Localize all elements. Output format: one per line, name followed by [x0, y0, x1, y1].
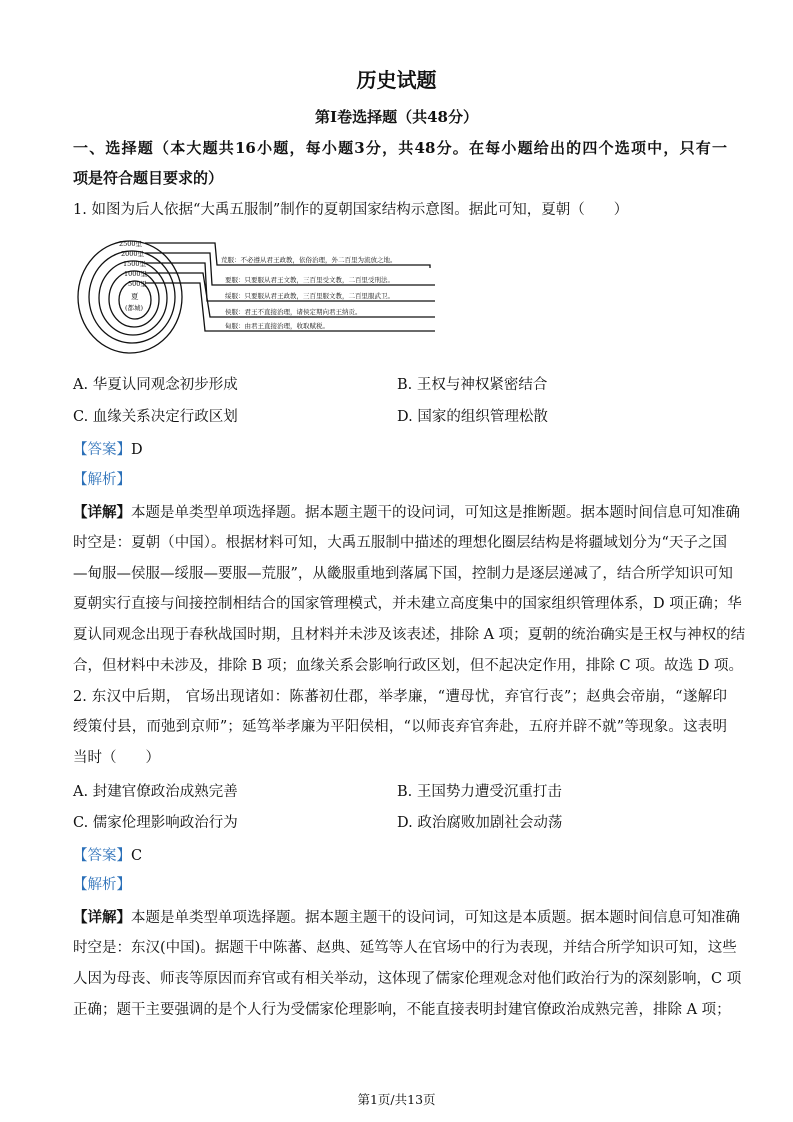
q2-option-c: C. 儒家伦理影响政治行为	[73, 815, 238, 831]
q2-analysis-tag	[73, 875, 727, 895]
zone-desc: 要服：只要服从君王文教，三百里受文教，二百里受刑法。	[225, 276, 394, 284]
q2-stem-line: 当时（ ）	[73, 750, 160, 766]
q2-stem-line: 2. 东汉中后期， 官场出现诸如：陈蕃初仕郡，举孝廉，“遭母忧，弃官行丧”；赵典会帝崩，“遂解印	[73, 689, 727, 705]
q2-answer	[73, 846, 727, 866]
ring-label: 1000里	[124, 270, 148, 278]
q2-detail-line	[73, 908, 740, 928]
q1-detail-line: 时空是：夏朝（中国）。根据材料可知，大禹五服制中描述的理想化圈层结构是将疆域划分为“天子之国	[73, 535, 727, 551]
q2-option-b: B. 王国势力遭受沉重打击	[397, 784, 562, 800]
q2-detail-line: 人因为母丧、师丧等原因而弃官或有相关举动，这体现了儒家伦理观念对他们政治行为的深刻影响，C 项	[73, 971, 742, 987]
q1-option-b: B. 王权与神权紧密结合	[397, 377, 548, 393]
center-label: 夏	[131, 292, 139, 301]
page-title: 历史试题	[356, 68, 437, 92]
zone-desc: 甸服：由君王直接治理，收取赋税。	[225, 322, 329, 330]
zone-desc: 荒服：不必遵从君王政教，依俗治理，外二百里为流放之地。	[221, 256, 397, 264]
q1-detail-line: 夏认同观念出现于春秋战国时期，且材料并未涉及该表述，排除 A 项；夏朝的统治确实是王权与神权的结	[73, 627, 746, 643]
q2-option-d: D. 政治腐败加剧社会动荡	[397, 815, 563, 831]
section-title: 第Ⅰ卷选择题（共48分）	[315, 108, 478, 126]
q1-detail-line: 合，但材料中未涉及，排除 B 项；血缘关系会影响行政区划，但不起决定作用，排除 C 项。故选 D 项。	[73, 658, 744, 674]
q1-option-d: D. 国家的组织管理松散	[397, 409, 548, 425]
answer-tag: 【答案】	[73, 848, 131, 864]
ring-label: 500里	[128, 280, 147, 288]
q2-option-a: A. 封建官僚政治成熟完善	[73, 784, 238, 800]
q1-stem: 1. 如图为后人依据“大禹五服制”制作的夏朝国家结构示意图。据此可知，夏朝（ ）	[73, 202, 629, 218]
q1-option-c: C. 血缘关系决定行政区划	[73, 409, 238, 425]
q1-detail-line: —甸服—侯服—绥服—要服—荒服”，从畿服重地到落属下国，控制力是逐层递减了，结合所学知识可知	[73, 566, 733, 582]
ring-label: 2500里	[119, 240, 143, 248]
center-sub-label: (都城)	[125, 304, 144, 312]
q1-detail-line: 夏朝实行直接与间接控制相结合的国家管理模式，并未建立高度集中的国家组织管理体系，D 项正确；华	[73, 596, 742, 612]
page-footer: 第1页/共13页	[357, 1092, 436, 1107]
detail-text: 本题是单类型单项选择题。据本题主题干的设问词，可知这是本质题。据本题时间信息可知准确	[131, 910, 740, 926]
ring-label: 1500里	[123, 260, 147, 268]
part-heading-line-2: 项是符合题目要求的）	[73, 169, 224, 187]
detail-text: 本题是单类型单项选择题。据本题主题干的设问词，可知这是推断题。据本题时间信息可知准确	[131, 505, 740, 521]
detail-tag: 【详解】	[73, 909, 131, 926]
zone-desc: 侯服：君王不直接治理，诸侯定期向君王纳贡。	[225, 308, 362, 316]
q1-detail-line	[73, 503, 740, 523]
q2-stem-line: 绶策付县，而弛到京师”；延笃举孝廉为平阳侯相，“以师丧弃官奔赴，五府并辟不就”等现象。这表明	[73, 719, 727, 735]
q1-option-a: A. 华夏认同观念初步形成	[73, 377, 238, 393]
q2-detail-line: 时空是：东汉(中国)。据题干中陈蕃、赵典、延笃等人在官场中的行为表现，并结合所学知识可知，这些	[73, 940, 737, 956]
answer-tag: 【答案】	[73, 442, 131, 458]
q1-analysis-tag	[73, 470, 727, 490]
five-zones-diagram	[75, 235, 440, 360]
q1-answer	[73, 440, 727, 460]
detail-tag: 【详解】	[73, 504, 131, 521]
zone-desc: 绥服：只要服从君王政教，三百里服文教，二百里服武卫。	[225, 292, 394, 300]
answer-value: D	[131, 442, 143, 458]
part-heading-line-1: 一、选择题（本大题共16小题，每小题3分，共48分。在每小题给出的四个选项中，只有一	[73, 139, 727, 157]
q2-detail-line: 正确；题干主要强调的是个人行为受儒家伦理影响，不能直接表明封建官僚政治成熟完善，排除 A 项；	[73, 1002, 731, 1018]
answer-value: C	[131, 848, 143, 864]
ring-label: 2000里	[121, 250, 145, 258]
analysis-tag: 【解析】	[73, 472, 131, 488]
analysis-tag: 【解析】	[73, 877, 131, 893]
